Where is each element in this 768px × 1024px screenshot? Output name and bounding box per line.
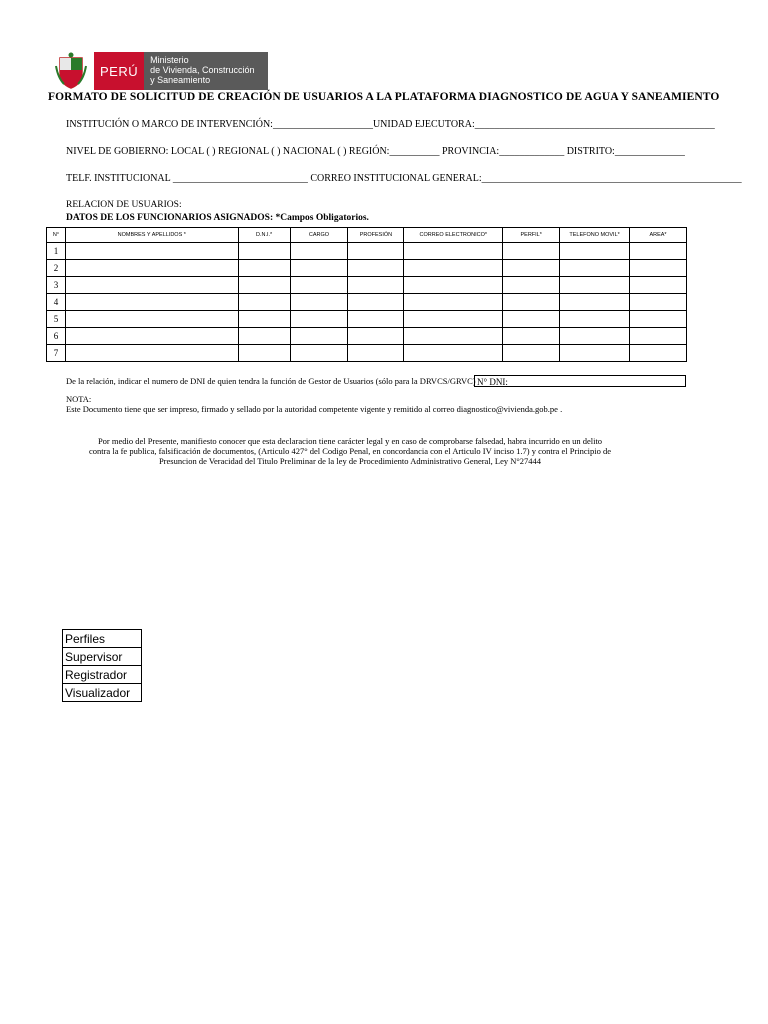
table-cell[interactable]: [348, 328, 404, 345]
relacion-label: RELACION DE USUARIOS:: [66, 200, 182, 210]
table-cell[interactable]: [238, 345, 290, 362]
table-cell[interactable]: [348, 294, 404, 311]
table-cell[interactable]: [404, 243, 503, 260]
table-cell[interactable]: [630, 294, 687, 311]
datos-suffix: : *Campos Obligatorios.: [269, 213, 369, 223]
table-cell[interactable]: [238, 328, 290, 345]
datos-heading: [66, 213, 369, 223]
ministry-line-3: y Saneamiento: [150, 75, 211, 85]
table-row: [47, 243, 687, 260]
col-correo: CORREO ELECTRONICO*: [404, 228, 503, 243]
table-cell[interactable]: [560, 294, 630, 311]
table-cell[interactable]: [290, 294, 348, 311]
peru-label: PERÚ: [94, 52, 144, 90]
table-cell[interactable]: [290, 345, 348, 362]
table-cell[interactable]: [348, 345, 404, 362]
table-cell[interactable]: [290, 260, 348, 277]
dni-field[interactable]: N° DNI:: [474, 375, 686, 387]
table-cell[interactable]: [348, 277, 404, 294]
table-row: [47, 277, 687, 294]
table-cell[interactable]: [290, 243, 348, 260]
table-header-row: [47, 228, 687, 243]
col-cargo: CARGO: [290, 228, 348, 243]
perfil-visualizador: Visualizador: [63, 684, 142, 702]
table-cell[interactable]: [503, 311, 560, 328]
table-cell[interactable]: [503, 345, 560, 362]
table-cell[interactable]: [65, 260, 238, 277]
form-title: FORMATO DE SOLICITUD DE CREACIÓN DE USUARIOS A LA PLATAFORMA DIAGNOSTICO DE AGUA Y SANEAMIENTO: [48, 91, 720, 103]
row-number: 6: [47, 328, 66, 345]
col-nombres: NOMBRES Y APELLIDOS *: [65, 228, 238, 243]
row-number: 5: [47, 311, 66, 328]
table-cell[interactable]: [404, 260, 503, 277]
col-dni: D.N.I.*: [238, 228, 290, 243]
table-cell[interactable]: [290, 277, 348, 294]
table-cell[interactable]: [348, 260, 404, 277]
table-cell[interactable]: [560, 328, 630, 345]
table-row: [47, 260, 687, 277]
government-level-line: NIVEL DE GOBIERNO: LOCAL ( ) REGIONAL ( ) NACIONAL ( ) REGIÓN:__________ PROVINCIA:_____________ DISTRITO:______________: [66, 146, 685, 157]
ministry-logo: [54, 52, 268, 90]
table-cell[interactable]: [404, 294, 503, 311]
table-row: [47, 345, 687, 362]
table-cell[interactable]: [238, 243, 290, 260]
table-cell[interactable]: [630, 311, 687, 328]
ministry-line-1: Ministerio: [150, 55, 189, 65]
table-cell[interactable]: [560, 345, 630, 362]
table-cell[interactable]: [630, 345, 687, 362]
table-cell[interactable]: [630, 260, 687, 277]
col-num: N°: [47, 228, 66, 243]
table-cell[interactable]: [560, 260, 630, 277]
table-row: [47, 294, 687, 311]
table-cell[interactable]: [503, 294, 560, 311]
declaration-line-2: contra la fe publica, falsificación de documentos, (Articulo 427° del Codigo Penal, en concordancia con el Articulo IV inciso 1.7) y contra el Principio de: [88, 446, 612, 456]
declaration-line-1: Por medio del Presente, manifiesto conocer que esta declaracion tiene carácter legal y en caso de comprobarse falsedad, habra incurrido en un delito: [97, 436, 603, 446]
ministry-name: [144, 52, 268, 90]
phone-email-line: TELF. INSTITUCIONAL ___________________________ CORREO INSTITUCIONAL GENERAL:____________________________________________________: [66, 173, 742, 184]
table-row: [47, 328, 687, 345]
table-cell[interactable]: [238, 277, 290, 294]
table-cell[interactable]: [290, 328, 348, 345]
table-cell[interactable]: [404, 311, 503, 328]
row-number: 2: [47, 260, 66, 277]
table-cell[interactable]: [348, 311, 404, 328]
perfil-supervisor: Supervisor: [63, 648, 142, 666]
table-cell[interactable]: [348, 243, 404, 260]
table-cell[interactable]: [404, 328, 503, 345]
users-table: [46, 227, 687, 362]
table-cell[interactable]: [238, 294, 290, 311]
table-cell[interactable]: [404, 277, 503, 294]
table-cell[interactable]: [503, 243, 560, 260]
institution-line: INSTITUCIÓN O MARCO DE INTERVENCIÓN:____________________UNIDAD EJECUTORA:________________________________________________: [66, 119, 715, 130]
row-number: 1: [47, 243, 66, 260]
table-cell[interactable]: [65, 328, 238, 345]
table-cell[interactable]: [404, 345, 503, 362]
gestor-instruction: De la relación, indicar el numero de DNI de quien tendra la función de Gestor de Usuarios (sólo para la DRVCS/GRVC): [66, 376, 476, 386]
col-area: AREA*: [630, 228, 687, 243]
perfiles-header: Perfiles: [63, 630, 142, 648]
table-cell[interactable]: [630, 243, 687, 260]
col-telefono: TELEFONO MOVIL*: [560, 228, 630, 243]
col-perfil: PERFIL*: [503, 228, 560, 243]
perfiles-table: [62, 629, 142, 702]
table-cell[interactable]: [630, 328, 687, 345]
row-number: 7: [47, 345, 66, 362]
declaration-line-3: Presuncion de Veracidad del Titulo Preliminar de la ley de Procedimiento Administrativo General, Ley N°27444: [158, 456, 542, 466]
table-cell[interactable]: [65, 311, 238, 328]
datos-label: DATOS DE LOS FUNCIONARIOS ASIGNADOS: [66, 213, 270, 223]
table-cell[interactable]: [238, 311, 290, 328]
table-cell[interactable]: [630, 277, 687, 294]
table-cell[interactable]: [65, 243, 238, 260]
row-number: 4: [47, 294, 66, 311]
col-profesion: PROFESIÓN: [348, 228, 404, 243]
perfil-registrador: Registrador: [63, 666, 142, 684]
table-row: [47, 311, 687, 328]
table-cell[interactable]: [290, 311, 348, 328]
table-cell[interactable]: [65, 345, 238, 362]
row-number: 3: [47, 277, 66, 294]
legal-declaration: [60, 436, 640, 466]
nota-text: Este Documento tiene que ser impreso, firmado y sellado por la autoridad competente vigente y remitido al correo diagnostico@vivienda.gob.pe .: [66, 404, 563, 414]
table-cell[interactable]: [560, 311, 630, 328]
table-cell[interactable]: [238, 260, 290, 277]
ministry-line-2: de Vivienda, Construcción: [150, 65, 255, 75]
table-cell[interactable]: [65, 277, 238, 294]
peru-coat-of-arms-icon: [54, 52, 88, 90]
table-cell[interactable]: [65, 294, 238, 311]
table-cell[interactable]: [503, 260, 560, 277]
table-cell[interactable]: [503, 277, 560, 294]
table-cell[interactable]: [560, 243, 630, 260]
nota-label: NOTA:: [66, 394, 92, 404]
table-cell[interactable]: [560, 277, 630, 294]
table-cell[interactable]: [503, 328, 560, 345]
